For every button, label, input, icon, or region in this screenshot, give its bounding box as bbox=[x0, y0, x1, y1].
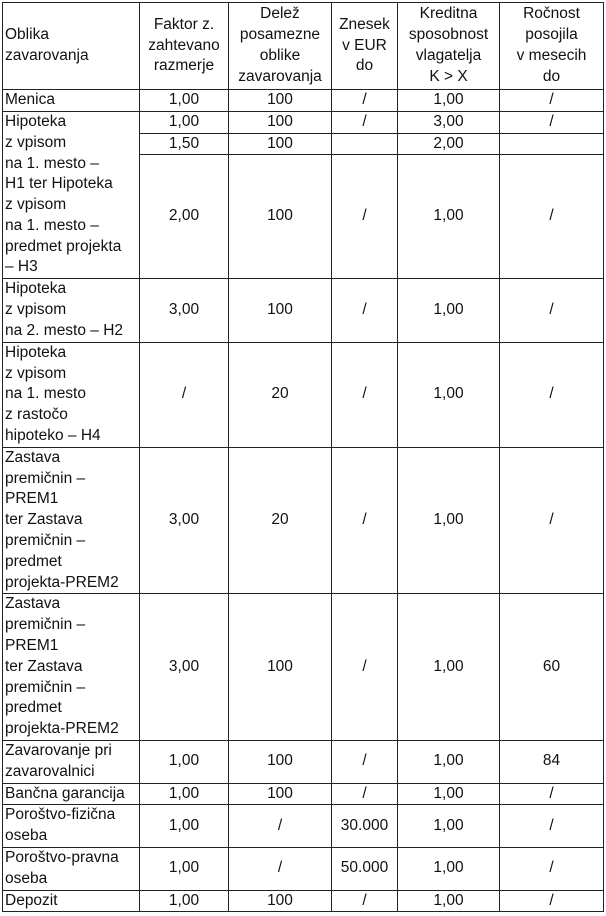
cell-maturity: / bbox=[500, 342, 604, 447]
header-row bbox=[3, 3, 604, 90]
header-kreditna: Kreditna sposobnost vlagatelja K > X bbox=[398, 3, 500, 90]
cell-maturity: / bbox=[500, 805, 604, 848]
cell-maturity: 84 bbox=[500, 740, 604, 783]
cell-factor: 1,00 bbox=[140, 90, 229, 112]
cell-maturity: / bbox=[500, 847, 604, 890]
cell-factor: 1,00 bbox=[140, 847, 229, 890]
cell-factor: 3,00 bbox=[140, 279, 229, 342]
table-row bbox=[3, 783, 604, 805]
cell-share: / bbox=[229, 847, 332, 890]
cell-credit: 1,00 bbox=[398, 740, 500, 783]
cell-form: Zastava premičnin – PREM1 ter Zastava premičnin – predmet projekta-PREM2 bbox=[3, 594, 140, 741]
cell-factor: 2,00 bbox=[140, 155, 229, 279]
cell-factor: 1,00 bbox=[140, 890, 229, 912]
cell-maturity: / bbox=[500, 90, 604, 112]
cell-factor: 1,00 bbox=[140, 783, 229, 805]
cell-form: Bančna garancija bbox=[3, 783, 140, 805]
cell-amount: 50.000 bbox=[332, 847, 398, 890]
header-rocnost: Ročnost posojila v mesecih do bbox=[500, 3, 604, 90]
cell-maturity: / bbox=[500, 890, 604, 912]
cell-factor: 1,50 bbox=[140, 133, 229, 155]
cell-amount: / bbox=[332, 111, 398, 133]
cell-share: 100 bbox=[229, 594, 332, 741]
cell-amount: / bbox=[332, 594, 398, 741]
cell-factor: 1,00 bbox=[140, 805, 229, 848]
cell-amount: / bbox=[332, 155, 398, 279]
cell-form: Zavarovanje pri zavarovalnici bbox=[3, 740, 140, 783]
cell-factor: 1,00 bbox=[140, 740, 229, 783]
cell-amount: / bbox=[332, 90, 398, 112]
cell-credit: 1,00 bbox=[398, 890, 500, 912]
table-row bbox=[3, 847, 604, 890]
table-row bbox=[3, 805, 604, 848]
cell-credit: 1,00 bbox=[398, 805, 500, 848]
cell-form: Poroštvo-fizična oseba bbox=[3, 805, 140, 848]
table-row bbox=[3, 342, 604, 447]
cell-share: 100 bbox=[229, 890, 332, 912]
cell-credit: 1,00 bbox=[398, 783, 500, 805]
cell-share: / bbox=[229, 805, 332, 848]
header-faktor: Faktor z. zahtevano razmerje bbox=[140, 3, 229, 90]
cell-share: 100 bbox=[229, 740, 332, 783]
cell-credit: 1,00 bbox=[398, 447, 500, 594]
table-row bbox=[3, 890, 604, 912]
cell-factor: 1,00 bbox=[140, 111, 229, 133]
cell-factor: 3,00 bbox=[140, 594, 229, 741]
table-row bbox=[3, 740, 604, 783]
table-row bbox=[3, 279, 604, 342]
cell-share: 100 bbox=[229, 783, 332, 805]
header-oblika: Oblika zavarovanja bbox=[3, 3, 140, 90]
cell-credit: 2,00 bbox=[398, 133, 500, 155]
cell-amount: / bbox=[332, 447, 398, 594]
cell-form: Hipoteka z vpisom na 1. mesto z rastočo hipoteko – H4 bbox=[3, 342, 140, 447]
cell-maturity: 60 bbox=[500, 594, 604, 741]
table-row bbox=[3, 447, 604, 594]
cell-form: Hipoteka z vpisom na 2. mesto – H2 bbox=[3, 279, 140, 342]
collateral-table bbox=[2, 2, 604, 912]
cell-amount bbox=[332, 133, 398, 155]
cell-share: 20 bbox=[229, 342, 332, 447]
cell-amount: / bbox=[332, 342, 398, 447]
cell-credit: 3,00 bbox=[398, 111, 500, 133]
cell-maturity: / bbox=[500, 111, 604, 133]
cell-amount: / bbox=[332, 783, 398, 805]
cell-form: Hipoteka z vpisom na 1. mesto – H1 ter Hipoteka z vpisom na 1. mesto – predmet projekta – H3 bbox=[3, 111, 140, 279]
cell-amount: 30.000 bbox=[332, 805, 398, 848]
cell-amount: / bbox=[332, 890, 398, 912]
cell-maturity bbox=[500, 133, 604, 155]
header-delez: Delež posamezne oblike zavarovanja bbox=[229, 3, 332, 90]
table-row bbox=[3, 90, 604, 112]
cell-maturity: / bbox=[500, 447, 604, 594]
cell-credit: 1,00 bbox=[398, 90, 500, 112]
cell-credit: 1,00 bbox=[398, 847, 500, 890]
cell-maturity: / bbox=[500, 155, 604, 279]
cell-share: 100 bbox=[229, 155, 332, 279]
cell-amount: / bbox=[332, 740, 398, 783]
cell-credit: 1,00 bbox=[398, 594, 500, 741]
cell-amount: / bbox=[332, 279, 398, 342]
cell-form: Poroštvo-pravna oseba bbox=[3, 847, 140, 890]
cell-credit: 1,00 bbox=[398, 279, 500, 342]
cell-factor: 3,00 bbox=[140, 447, 229, 594]
cell-share: 100 bbox=[229, 90, 332, 112]
cell-maturity: / bbox=[500, 279, 604, 342]
cell-share: 100 bbox=[229, 111, 332, 133]
cell-share: 100 bbox=[229, 133, 332, 155]
header-znesek: Znesek v EUR do bbox=[332, 3, 398, 90]
table-row bbox=[3, 111, 604, 133]
cell-share: 20 bbox=[229, 447, 332, 594]
cell-maturity: / bbox=[500, 783, 604, 805]
cell-form: Zastava premičnin – PREM1 ter Zastava premičnin – predmet projekta-PREM2 bbox=[3, 447, 140, 594]
cell-form: Depozit bbox=[3, 890, 140, 912]
cell-credit: 1,00 bbox=[398, 342, 500, 447]
cell-factor: / bbox=[140, 342, 229, 447]
cell-share: 100 bbox=[229, 279, 332, 342]
cell-credit: 1,00 bbox=[398, 155, 500, 279]
cell-form: Menica bbox=[3, 90, 140, 112]
table-row bbox=[3, 594, 604, 741]
